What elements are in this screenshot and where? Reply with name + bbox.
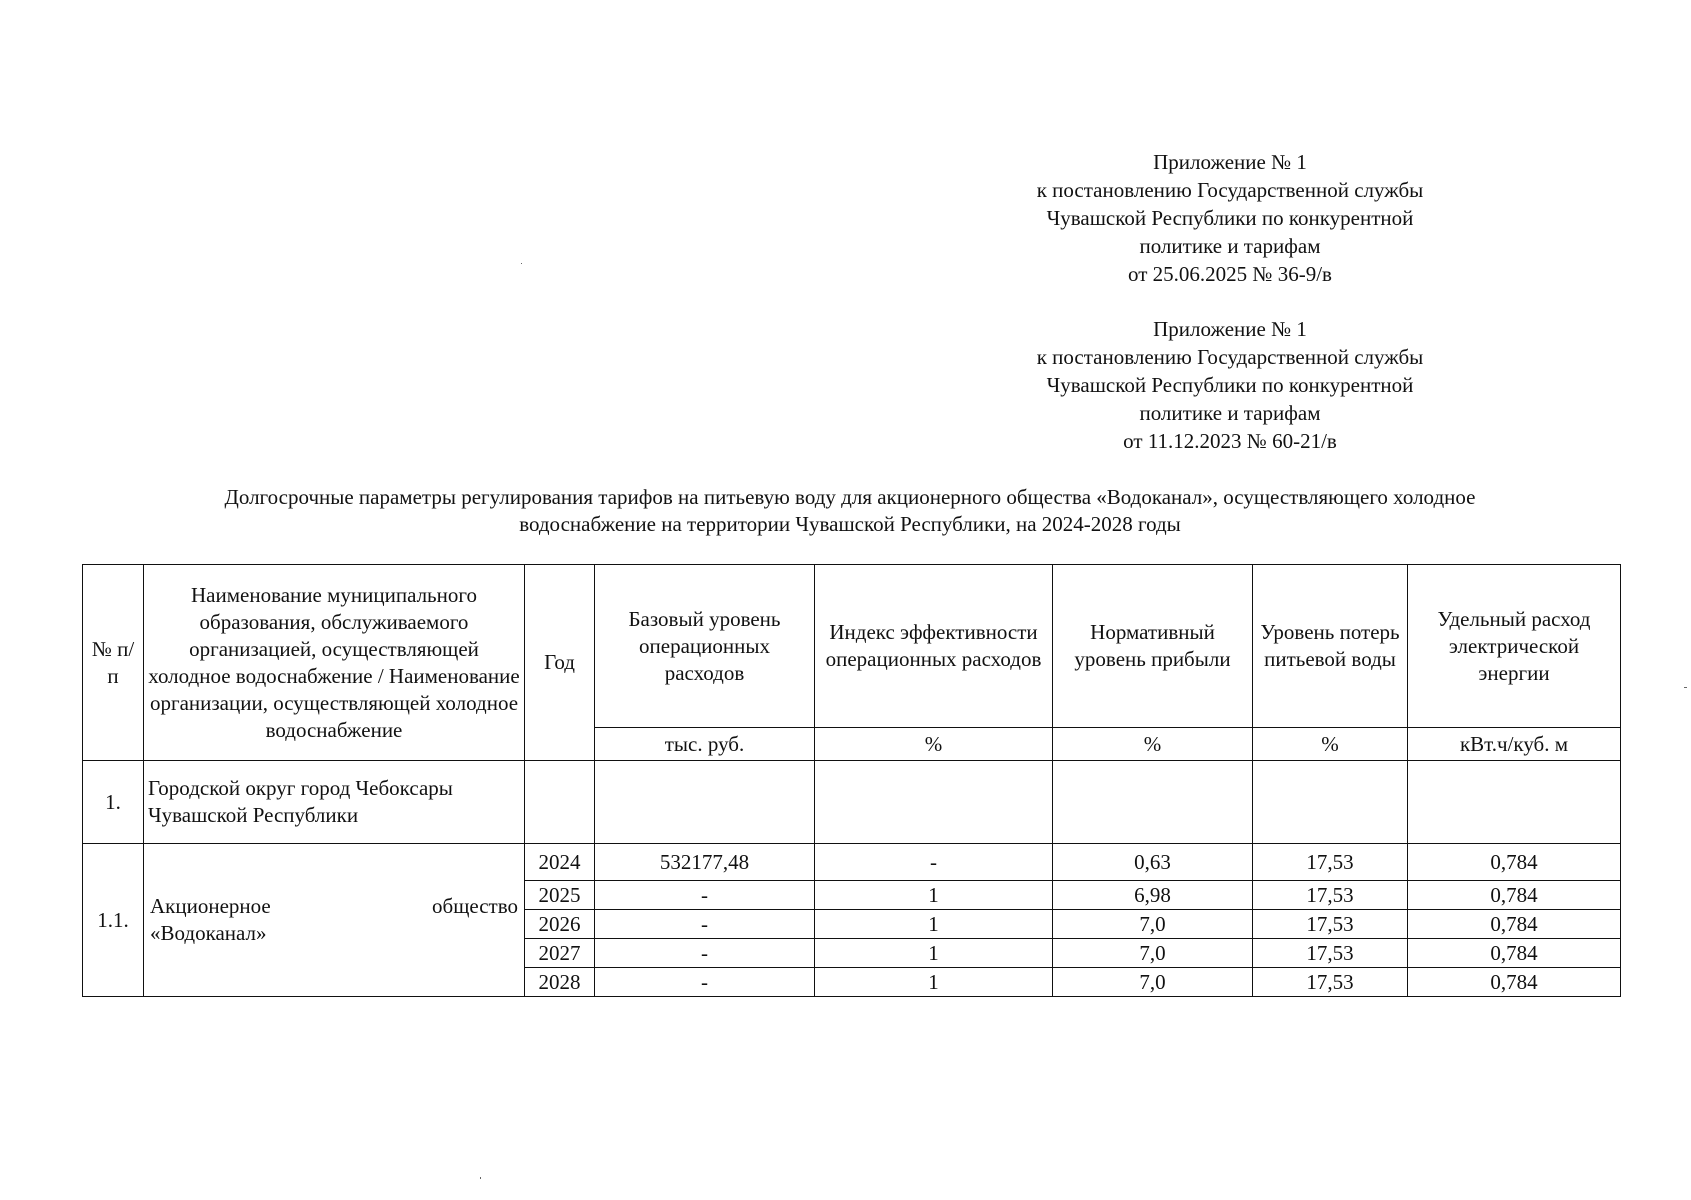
appendix-line: политике и тарифам bbox=[1139, 401, 1321, 425]
unit-losses: % bbox=[1253, 728, 1408, 761]
cell-efficiency: 1 bbox=[815, 939, 1053, 968]
group-num: 1. bbox=[83, 761, 144, 844]
cell-base-cost: 532177,48 bbox=[595, 844, 815, 881]
appendix-line: к постановлению Государственной службы bbox=[1036, 178, 1424, 202]
cell-profit: 0,63 bbox=[1053, 844, 1253, 881]
header-efficiency: Индекс эффективности операционных расходов bbox=[815, 565, 1053, 728]
org-name-line2: «Водоканал» bbox=[150, 921, 267, 945]
document-title bbox=[100, 484, 1600, 538]
cell-year: 2028 bbox=[525, 968, 595, 997]
appendix-line: Чувашской Республики по конкурентной bbox=[1046, 206, 1414, 230]
cell-base-cost: - bbox=[595, 939, 815, 968]
header-base-cost: Базовый уровень операционных расходов bbox=[595, 565, 815, 728]
cell-losses: 17,53 bbox=[1253, 844, 1408, 881]
unit-energy: кВт.ч/куб. м bbox=[1408, 728, 1621, 761]
appendix-previous-header bbox=[1000, 315, 1460, 455]
appendix-title: Приложение № 1 bbox=[1153, 150, 1307, 174]
org-num: 1.1. bbox=[83, 844, 144, 997]
cell-energy: 0,784 bbox=[1408, 939, 1621, 968]
scan-speck bbox=[1684, 687, 1687, 688]
org-name-word: общество bbox=[432, 894, 518, 918]
header-name: Наименование муниципального образования, обслуживаемого организацией, осуществляющей холодное водоснабжение / Наименование организации, осуществляющей холодное водоснабжение bbox=[144, 565, 525, 761]
appendix-current-header bbox=[1000, 148, 1460, 288]
cell-year: 2026 bbox=[525, 910, 595, 939]
cell-efficiency: 1 bbox=[815, 910, 1053, 939]
scan-speck bbox=[480, 1177, 481, 1179]
cell-profit: 7,0 bbox=[1053, 910, 1253, 939]
empty-cell bbox=[815, 761, 1053, 844]
appendix-line: политике и тарифам bbox=[1139, 234, 1321, 258]
header-profit: Нормативный уровень прибыли bbox=[1053, 565, 1253, 728]
appendix-line: Чувашской Республики по конкурентной bbox=[1046, 373, 1414, 397]
cell-base-cost: - bbox=[595, 881, 815, 910]
cell-year: 2027 bbox=[525, 939, 595, 968]
cell-energy: 0,784 bbox=[1408, 881, 1621, 910]
document-title-line: водоснабжение на территории Чувашской Республики, на 2024-2028 годы bbox=[519, 512, 1181, 536]
appendix-date-number: от 25.06.2025 № 36-9/в bbox=[1128, 262, 1332, 286]
cell-base-cost: - bbox=[595, 968, 815, 997]
cell-efficiency: - bbox=[815, 844, 1053, 881]
cell-year: 2025 bbox=[525, 881, 595, 910]
empty-cell bbox=[1253, 761, 1408, 844]
cell-energy: 0,784 bbox=[1408, 844, 1621, 881]
org-name-line1 bbox=[148, 893, 520, 920]
document-title-line: Долгосрочные параметры регулирования тарифов на питьевую воду для акционерного общества «Водоканал», осуществляющего холодное bbox=[224, 485, 1476, 509]
unit-base-cost: тыс. руб. bbox=[595, 728, 815, 761]
cell-profit: 6,98 bbox=[1053, 881, 1253, 910]
org-name-cell bbox=[144, 844, 525, 997]
empty-cell bbox=[1053, 761, 1253, 844]
empty-cell bbox=[1408, 761, 1621, 844]
org-name-word: Акционерное bbox=[150, 894, 271, 918]
appendix-line: к постановлению Государственной службы bbox=[1036, 345, 1424, 369]
cell-profit: 7,0 bbox=[1053, 968, 1253, 997]
table-row bbox=[83, 844, 1621, 881]
header-num: № п/п bbox=[83, 565, 144, 761]
empty-cell bbox=[525, 761, 595, 844]
cell-losses: 17,53 bbox=[1253, 881, 1408, 910]
cell-losses: 17,53 bbox=[1253, 939, 1408, 968]
cell-losses: 17,53 bbox=[1253, 968, 1408, 997]
appendix-title: Приложение № 1 bbox=[1153, 317, 1307, 341]
cell-energy: 0,784 bbox=[1408, 968, 1621, 997]
tariff-parameters-table bbox=[82, 564, 1621, 997]
unit-profit: % bbox=[1053, 728, 1253, 761]
cell-base-cost: - bbox=[595, 910, 815, 939]
header-year: Год bbox=[525, 565, 595, 761]
cell-efficiency: 1 bbox=[815, 881, 1053, 910]
cell-energy: 0,784 bbox=[1408, 910, 1621, 939]
group-name: Городской округ город Чебоксары Чувашской Республики bbox=[144, 761, 525, 844]
header-losses: Уровень потерь питьевой воды bbox=[1253, 565, 1408, 728]
table-header-row bbox=[83, 565, 1621, 728]
cell-profit: 7,0 bbox=[1053, 939, 1253, 968]
header-energy: Удельный расход электрической энергии bbox=[1408, 565, 1621, 728]
cell-year: 2024 bbox=[525, 844, 595, 881]
scan-speck bbox=[521, 263, 522, 264]
unit-efficiency: % bbox=[815, 728, 1053, 761]
appendix-date-number: от 11.12.2023 № 60-21/в bbox=[1123, 429, 1337, 453]
cell-losses: 17,53 bbox=[1253, 910, 1408, 939]
cell-efficiency: 1 bbox=[815, 968, 1053, 997]
empty-cell bbox=[595, 761, 815, 844]
table-group-row bbox=[83, 761, 1621, 844]
